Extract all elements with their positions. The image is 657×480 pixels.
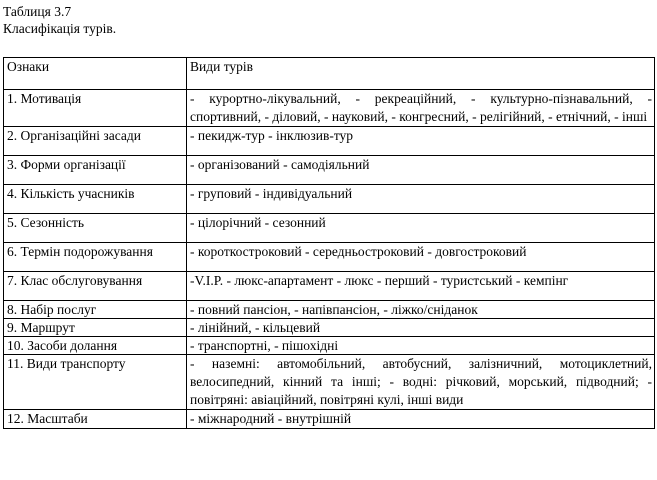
table-row [4, 127, 655, 156]
row-sign-cell: 10. Засоби долання [4, 337, 187, 355]
table-row [4, 410, 655, 429]
table-row [4, 243, 655, 272]
table-number: Таблиця 3.7 [3, 4, 72, 19]
table-row [4, 319, 655, 337]
row-types-cell: - повний пансіон, - напівпансіон, - ліжко/сніданок [187, 301, 655, 319]
row-types-cell: - організований - самодіяльний [187, 156, 655, 185]
table-row [4, 301, 655, 319]
row-types-cell: - короткостроковий - середньостроковий - довгостроковий [187, 243, 655, 272]
header-tour-types: Види турів [187, 58, 655, 90]
row-types-cell: -V.I.P. - люкс-апартамент - люкс - перший - туристський - кемпінг [187, 272, 655, 301]
tour-classification-table [3, 57, 655, 429]
row-sign-cell: 2. Організаційні засади [4, 127, 187, 156]
row-sign-cell: 12. Масштаби [4, 410, 187, 429]
table-row [4, 272, 655, 301]
table-row [4, 90, 655, 127]
table-row [4, 156, 655, 185]
header-signs: Ознаки [4, 58, 187, 90]
table-header-row [4, 58, 655, 90]
row-sign-cell: 3. Форми організації [4, 156, 187, 185]
table-row [4, 214, 655, 243]
row-sign-cell: 9. Маршрут [4, 319, 187, 337]
row-sign-cell: 11. Види транспорту [4, 355, 187, 410]
row-types-cell: - курортно-лікувальний, - рекреаційний, - культурно-пізнавальний, - спортивний, - діловий, - науковий, - конгресний, - релігійний, - етнічний, - інші [187, 90, 655, 127]
table-row [4, 185, 655, 214]
row-sign-cell: 4. Кількість учасників [4, 185, 187, 214]
row-sign-cell: 8. Набір послуг [4, 301, 187, 319]
row-types-cell: - наземні: автомобільний, автобусний, залізничний, мотоциклетний, велосипедний, кінний та інші; - водні: річковий, морський, підводний; - повітряні: авіаційний, повітряні кулі, інші види [187, 355, 655, 410]
table-row [4, 355, 655, 410]
row-types-cell: - пекидж-тур - інклюзив-тур [187, 127, 655, 156]
row-types-cell: - лінійний, - кільцевий [187, 319, 655, 337]
table-row [4, 337, 655, 355]
row-sign-cell: 5. Сезонність [4, 214, 187, 243]
row-types-cell: - цілорічний - сезонний [187, 214, 655, 243]
row-types-cell: - транспортні, - пішохідні [187, 337, 655, 355]
row-types-cell: - груповий - індивідуальний [187, 185, 655, 214]
row-sign-cell: 7. Клас обслуговування [4, 272, 187, 301]
table-title: Класифікація турів. [3, 21, 117, 36]
row-sign-cell: 6. Термін подорожування [4, 243, 187, 272]
row-sign-cell: 1. Мотивація [4, 90, 187, 127]
row-types-cell: - міжнародний - внутрішній [187, 410, 655, 429]
